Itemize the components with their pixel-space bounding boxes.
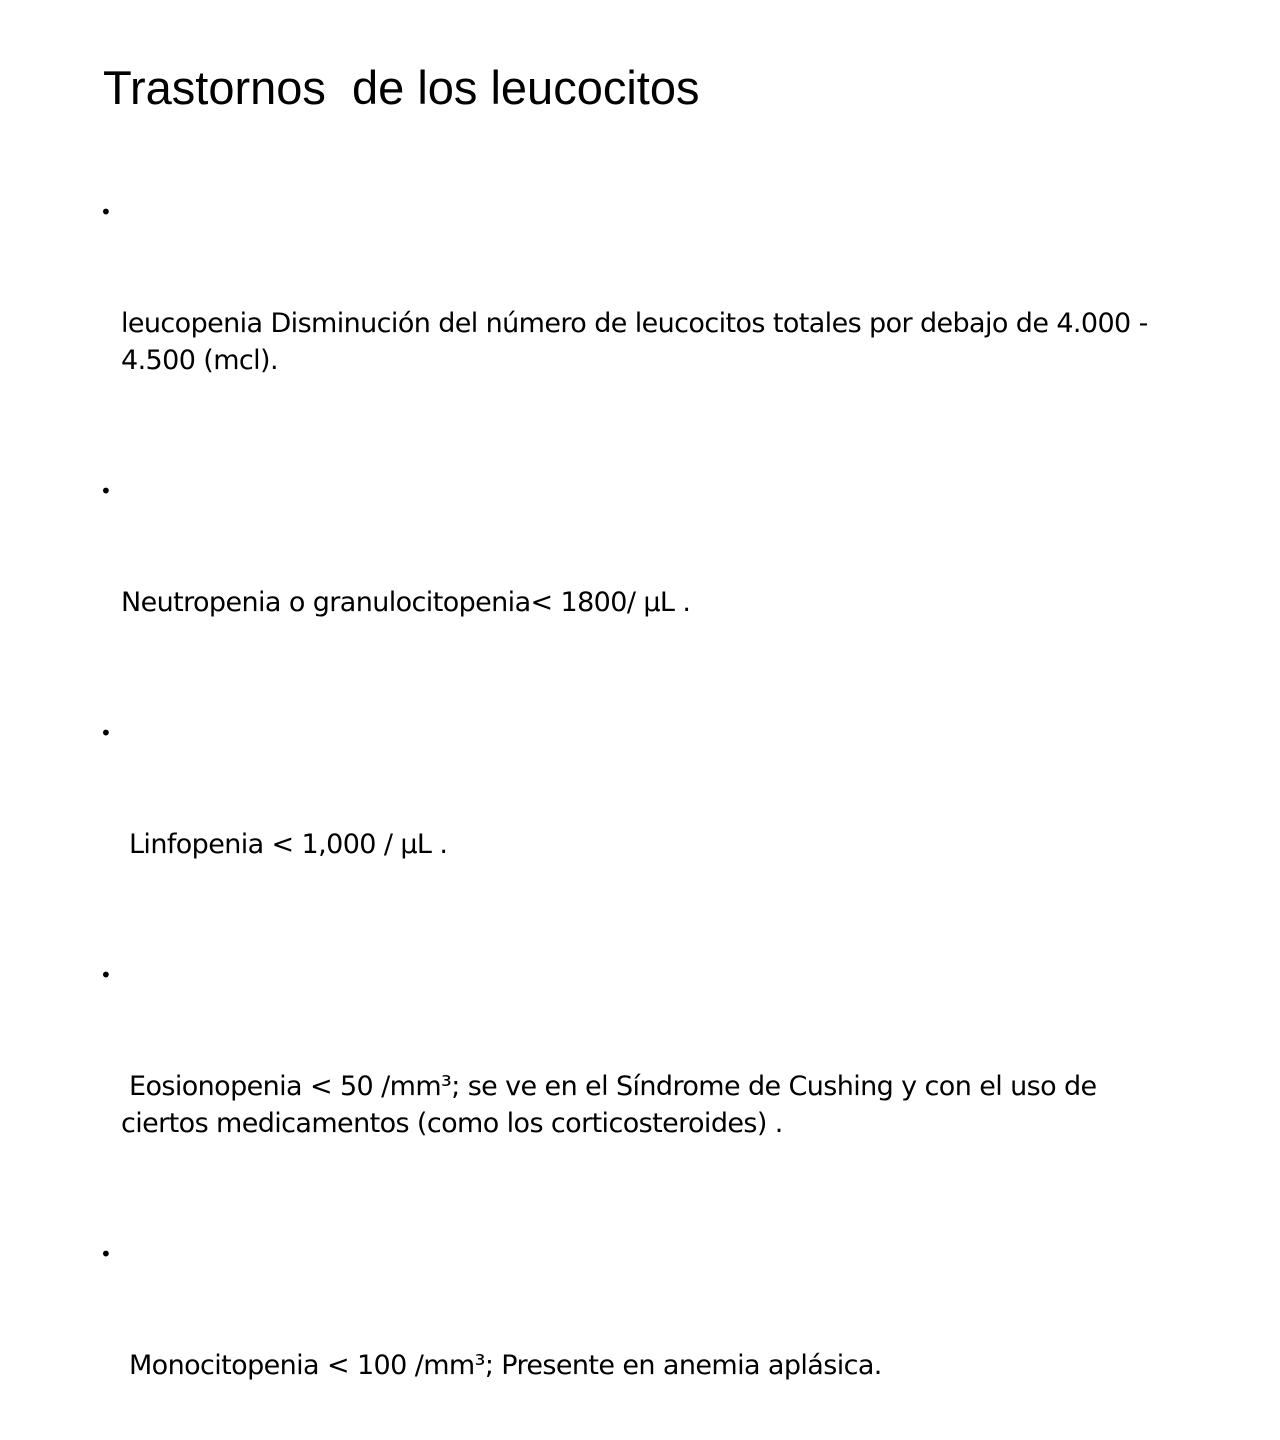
- bullet-text-neutropenia: Neutropenia o granulocitopenia< 1800/ µL .: [121, 587, 691, 618]
- bullet-item-monocitopenia: [98, 1236, 1188, 1440]
- bullet-point-icon: •: [100, 479, 112, 503]
- slide-title: Trastornos de los leucocitos: [103, 61, 700, 114]
- bullet-text-linfopenia: Linfopenia < 1,000 / µL .: [121, 829, 448, 860]
- bullet-text-leucopenia: leucopenia Disminución del número de leucocitos totales por debajo de 4.000 - 4.500 (mcl).: [121, 308, 1156, 376]
- bullet-point-icon: •: [100, 963, 112, 987]
- bullet-list: [98, 194, 1188, 1440]
- bullet-text-monocitopenia: Monocitopenia < 100 /mm³; Presente en anemia aplásica.: [121, 1350, 882, 1381]
- bullet-item-eosionopenia: [98, 957, 1188, 1216]
- bullet-item-linfopenia: [98, 715, 1188, 937]
- bullet-point-icon: •: [100, 200, 112, 224]
- bullet-point-icon: •: [100, 1242, 112, 1266]
- bullet-item-leucopenia: [98, 194, 1188, 453]
- bullet-item-neutropenia: [98, 473, 1188, 695]
- bullet-point-icon: •: [100, 721, 112, 745]
- bullet-text-eosionopenia: Eosionopenia < 50 /mm³; se ve en el Síndrome de Cushing y con el uso de ciertos medicamentos (como los corticosteroides) .: [121, 1071, 1105, 1139]
